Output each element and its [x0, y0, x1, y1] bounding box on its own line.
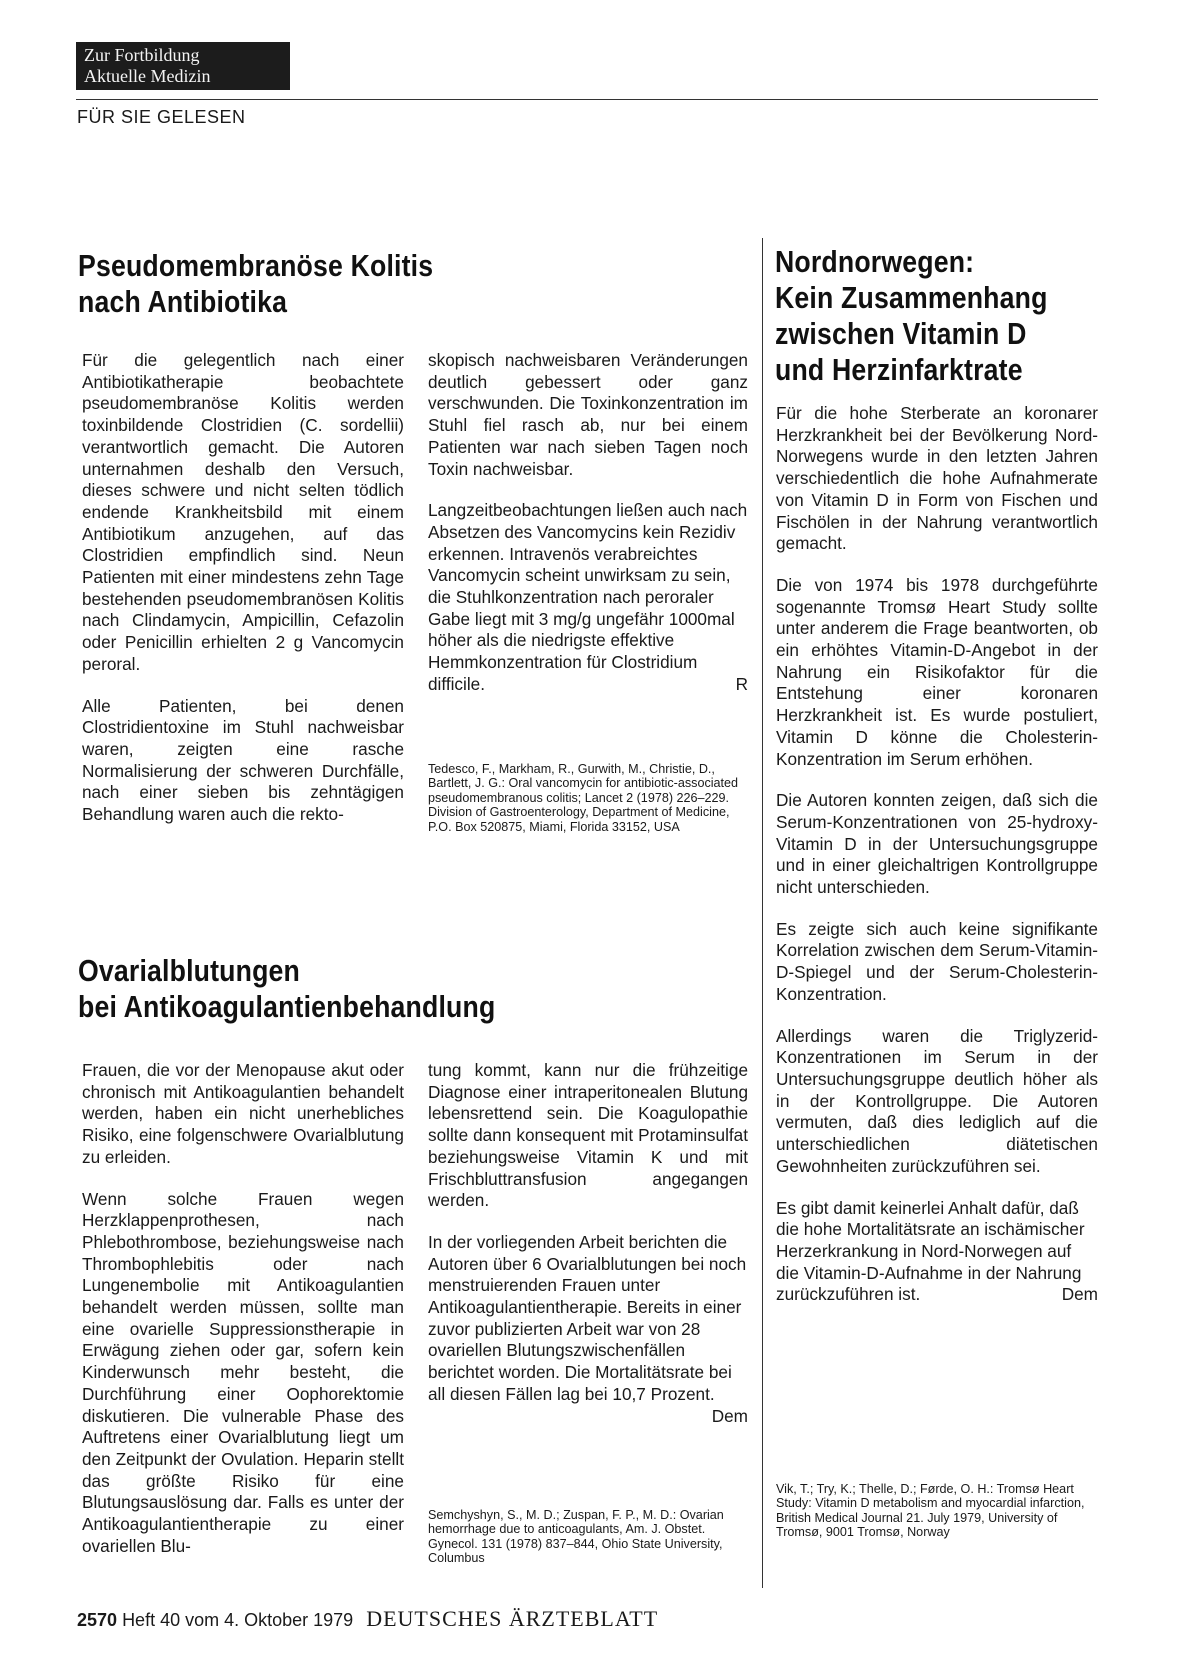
- article2-left-column: [82, 1060, 404, 1577]
- article3-paragraph-4: Es zeigte sich auch keine signifikante Korrelation zwischen dem Serum-Vitamin-D-Spiegel und der Serum-Cholesterin-Konzentration.: [776, 918, 1098, 1004]
- article2-title-line1: Ovarialblutungen: [78, 953, 300, 988]
- article1-right-paragraph-1: skopisch nachweisbaren Veränderungen deutlich gebessert oder ganz verschwunden. Die Toxinkonzentration im Stuhl fiel rasch ab, nur bei einem Patienten war nach sieben Tagen noch Toxin nachweisbar.: [428, 350, 748, 479]
- article3-title-line3: zwischen Vitamin D: [775, 316, 1027, 351]
- article3-reference: [776, 1482, 1098, 1540]
- article2-reference-text: Semchyshyn, S., M. D.; Zuspan, F. P., M. D.: Ovarian hemorrhage due to anticoagulants, Am. J. Obstet. Gynecol. 131 (1978) 837–844, Ohio State University, Columbus: [428, 1508, 724, 1566]
- article3-paragraph-6: Es gibt damit keinerlei Anhalt dafür, daß die hohe Mortalitätsrate an ischämischer Herzerkrankung in Nord-Norwegen auf die Vitamin-D-Aufnahme in der Nahrung zurückzuführen ist. Dem: [776, 1197, 1098, 1305]
- article3-title: [775, 244, 1048, 388]
- header-rule: [76, 99, 1098, 100]
- article3-title-line1: Nordnorwegen:: [775, 244, 975, 279]
- article1-left-column: [82, 350, 404, 846]
- column-divider: [762, 238, 763, 1588]
- article2-title-line2: bei Antikoagulantienbehandlung: [78, 989, 496, 1024]
- article1-right-column: [428, 350, 748, 716]
- rubric-line-1: Zur Fortbildung: [84, 45, 200, 65]
- article1-title-line1: Pseudomembranöse Kolitis: [78, 248, 434, 283]
- article1-title-line2: nach Antibiotika: [78, 284, 288, 319]
- journal-name: DEUTSCHES ÄRZTEBLATT: [366, 1606, 659, 1631]
- article2-title: [78, 953, 495, 1025]
- article1-right-paragraph-2: Langzeitbeobachtungen ließen auch nach Absetzen des Vancomycins kein Rezidiv erkennen. Intravenös verabreichtes Vancomycin scheint unwirksam zu sein, die Stuhlkonzentration nach peroraler Gabe liegt mit 3 mg/g ungefähr 1000mal höher als die niedrigste effektive Hemmkonzentration für Clostridium difficile. R: [428, 500, 748, 694]
- article2-right-paragraph-2: In der vorliegenden Arbeit berichten die Autoren über 6 Ovarialblutungen bei noch menstruierenden Frauen unter Antikoagulantientherapie. Bereits in einer zuvor publizierten Arbeit war von 28 ovariellen Blutungszwischenfällen berichtet worden. Die Mortalitätsrate bei all diesen Fällen lag bei 10,7 Prozent. Dem: [428, 1231, 748, 1426]
- section-label: FÜR SIE GELESEN: [77, 107, 246, 127]
- rubric-line-2: Aktuelle Medizin: [84, 66, 211, 86]
- article1-signature: R: [735, 673, 748, 694]
- article1-left-paragraph-2: Alle Patienten, bei denen Clostridientoxine im Stuhl nachweisbar waren, zeigten eine rasche Normalisierung der schweren Durchfälle, nach einer sieben bis zehntägigen Behandlung waren auch die rekto-: [82, 695, 404, 825]
- article3-paragraph-5: Allerdings waren die Triglyzerid-Konzentrationen im Serum in der Untersuchungsgruppe deutlich höher als in der Kontrollgruppe. Die Autoren vermuten, daß dies lediglich auf die unterschiedlichen diätetischen Gewohnheiten zurückzuführen sei.: [776, 1025, 1098, 1176]
- article2-signature: Dem: [711, 1405, 748, 1426]
- article3-paragraph-2: Die von 1974 bis 1978 durchgeführte sogenannte Tromsø Heart Study sollte unter anderem die Frage beantworten, ob ein erhöhtes Vitamin-D-Angebot in der Nahrung ein Risikofaktor für die Entstehung einer koronaren Herzkrankheit ist. Es wurde postuliert, Vitamin D könne die Cholesterin-Konzentration im Serum erhöhen.: [776, 574, 1098, 769]
- article1-left-paragraph-1: Für die gelegentlich nach einer Antibiotikatherapie beobachtete pseudomembranöse Kolitis werden toxinbildende Clostridien (C. sordellii) verantwortlich gemacht. Die Autoren unternahmen deshalb den Versuch, dieses schwere und nicht selten tödlich endende Krankheitsbild mit einem Antibiotikum anzugehen, auf das Clostridien empfindlich sind. Neun Patienten mit einer mindestens zehn Tage bestehenden pseudomembranösen Kolitis nach Clindamycin, Ampicillin, Cefazolin oder Penicillin erhielten 2 g Vancomycin peroral.: [82, 350, 404, 674]
- page-footer: [77, 1606, 658, 1632]
- article2-right-column: [428, 1060, 748, 1427]
- article3-column: [776, 403, 1098, 1326]
- article3-title-line4: und Herzinfarktrate: [775, 352, 1023, 387]
- article2-reference: [428, 1508, 748, 1566]
- issue-info: Heft 40 vom 4. Oktober 1979: [122, 1610, 354, 1630]
- article2-left-paragraph-2: Wenn solche Frauen wegen Herzklappenprothesen, nach Phlebothrombose, beziehungsweise nach Thrombophlebitis oder nach Lungenembolie mit Antikoagulantien behandelt werden müssen, sollte man eine ovarielle Suppressionstherapie in Erwägung ziehen oder gar, sofern kein Kinderwunsch mehr besteht, die Durchführung einer Oophorektomie diskutieren. Die vulnerable Phase des Auftretens einer Ovarialblutung liegt um den Zeitpunkt der Ovulation. Heparin stellt das größte Risiko für eine Blutungsauslösung dar. Falls es unter der Antikoagulantientherapie zu einer ovariellen Blu-: [82, 1188, 404, 1556]
- article3-reference-text: Vik, T.; Try, K.; Thelle, D.; Førde, O. H.: Tromsø Heart Study: Vitamin D metabolism and myocardial infarction, British Medical Journal 21. July 1979, University of Tromsø, 9001 Tromsø, Norway: [776, 1482, 1085, 1540]
- article1-reference-text: Tedesco, F., Markham, R., Gurwith, M., Christie, D., Bartlett, J. G.: Oral vancomycin for antibiotic-associated pseudomembranous colitis; Lancet 2 (1978) 226–229. Division of Gastroenterology, Department of Medicine, P.O. Box 520875, Miami, Florida 33152, USA: [428, 762, 739, 834]
- article2-right-paragraph-1: tung kommt, kann nur die frühzeitige Diagnose einer intraperitonealen Blutung lebensrettend sein. Die Koagulopathie sollte dann konsequent mit Protaminsulfat beziehungsweise Vitamin K und mit Frischbluttransfusion angegangen werden.: [428, 1060, 748, 1211]
- article2-left-paragraph-1: Frauen, die vor der Menopause akut oder chronisch mit Antikoagulantien behandelt werden, haben ein nicht unerhebliches Risiko, eine folgenschwere Ovarialblutung zu erleiden.: [82, 1060, 404, 1167]
- article3-signature: Dem: [1061, 1284, 1098, 1305]
- article3-title-line2: Kein Zusammenhang: [775, 280, 1048, 315]
- article1-reference: [428, 762, 748, 834]
- article3-paragraph-1: Für die hohe Sterberate an koronarer Herzkrankheit bei der Bevölkerung Nord-Norwegens wurde in den letzten Jahren verschiedentlich die hohe Aufnahmerate von Vitamin D in Form von Fischen und Fischölen in der Nahrung verantwortlich gemacht.: [776, 403, 1098, 554]
- page-number: 2570: [77, 1610, 118, 1630]
- article3-paragraph-3: Die Autoren konnten zeigen, daß sich die Serum-Konzentrationen von 25-hydroxy-Vitamin D in der Untersuchungsgruppe und in einer gleichaltrigen Kontrollgruppe nicht unterschieden.: [776, 790, 1098, 898]
- article1-title: [78, 248, 433, 320]
- rubric-box: [76, 42, 290, 90]
